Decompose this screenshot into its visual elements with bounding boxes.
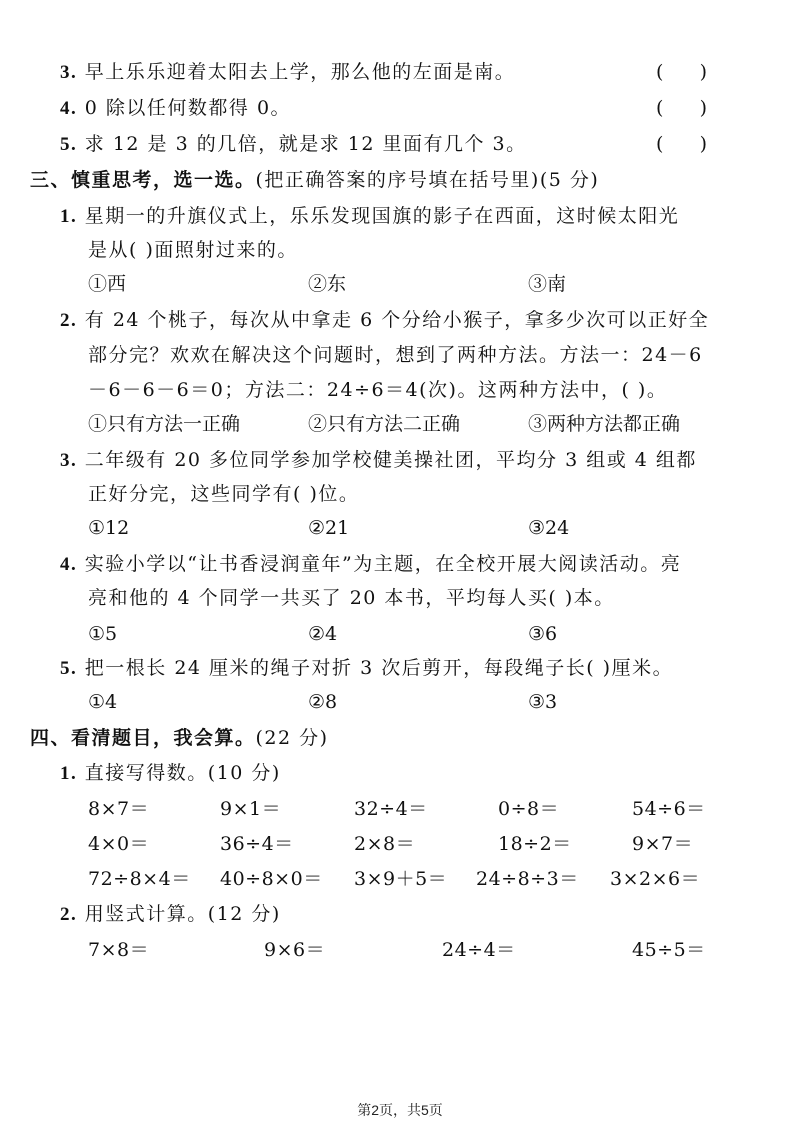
question-text: 用竖式计算。(12 分) — [84, 903, 281, 925]
question-text: 把一根长 24 厘米的绳子对折 3 次后剪开，每段绳子长( )厘米。 — [84, 657, 674, 679]
option-2[interactable]: ②4 — [308, 623, 338, 645]
option-1[interactable]: ①5 — [88, 623, 118, 645]
option-1[interactable]: ①12 — [88, 517, 130, 539]
vertical-calc-item[interactable]: 24÷4＝ — [442, 939, 516, 961]
judge-item-3 — [60, 58, 515, 87]
option-1[interactable]: ①4 — [88, 691, 118, 713]
question-number: 2. — [60, 904, 78, 925]
question-number: 4. — [60, 98, 78, 119]
option-2[interactable]: ②只有方法二正确 — [308, 413, 461, 435]
calc-part-1-heading — [60, 759, 281, 788]
section-title: 四、看清题目，我会算。 — [30, 727, 256, 749]
question-text: 实验小学以“让书香浸润童年”为主题，在全校开展大阅读活动。亮 — [84, 553, 682, 575]
question-number: 1. — [60, 206, 78, 227]
question-text-continued: 正好分完，这些同学有( )位。 — [88, 483, 360, 505]
judge-item-4 — [60, 94, 291, 123]
answer-parentheses[interactable]: ( ) — [656, 97, 708, 119]
question-text: 星期一的升旗仪式上，乐乐发现国旗的影子在西面，这时候太阳光 — [84, 205, 680, 227]
option-3[interactable]: ③3 — [528, 691, 558, 713]
choice-question-1 — [60, 202, 679, 231]
calc-item[interactable]: 18÷2＝ — [498, 833, 572, 855]
question-text: 直接写得数。(10 分) — [84, 762, 281, 784]
answer-parentheses[interactable]: ( ) — [656, 61, 708, 83]
option-3[interactable]: ③两种方法都正确 — [528, 413, 681, 435]
answer-parentheses[interactable]: ( ) — [656, 133, 708, 155]
question-text-continued: 部分完？欢欢在解决这个问题时，想到了两种方法。方法一：24－6 — [88, 344, 703, 366]
question-text: 早上乐乐迎着太阳去上学，那么他的左面是南。 — [84, 61, 516, 83]
question-number: 5. — [60, 134, 78, 155]
calc-item[interactable]: 4×0＝ — [88, 833, 150, 855]
calc-item[interactable]: 3×2×6＝ — [610, 868, 701, 890]
question-text: 二年级有 20 多位同学参加学校健美操社团，平均分 3 组或 4 组都 — [84, 449, 697, 471]
option-1[interactable]: ①西 — [88, 273, 127, 295]
question-text: 有 24 个桃子，每次从中拿走 6 个分给小猴子，拿多少次可以正好全 — [84, 309, 710, 331]
calc-item[interactable]: 32÷4＝ — [354, 798, 428, 820]
option-2[interactable]: ②东 — [308, 273, 347, 295]
choice-question-2 — [60, 306, 709, 335]
option-2[interactable]: ②8 — [308, 691, 338, 713]
question-text-continued: 亮和他的 4 个同学一共买了 20 本书，平均每人买( )本。 — [88, 587, 615, 609]
question-number: 3. — [60, 62, 78, 83]
section-3-heading — [30, 166, 599, 194]
question-number: 3. — [60, 450, 78, 471]
calc-item[interactable]: 54÷6＝ — [632, 798, 706, 820]
section-4-heading — [30, 724, 329, 752]
section-note: (把正确答案的序号填在括号里)(5 分) — [255, 169, 600, 191]
vertical-calc-item[interactable]: 45÷5＝ — [632, 939, 706, 961]
calc-item[interactable]: 9×7＝ — [632, 833, 694, 855]
choice-question-4 — [60, 550, 681, 579]
question-text-continued: －6－6－6＝0；方法二：24÷6＝4(次)。这两种方法中，( )。 — [88, 379, 668, 401]
calc-item[interactable]: 0÷8＝ — [498, 798, 560, 820]
calc-item[interactable]: 2×8＝ — [354, 833, 416, 855]
calc-item[interactable]: 8×7＝ — [88, 798, 150, 820]
question-text-continued: 是从( )面照射过来的。 — [88, 239, 298, 261]
calc-item[interactable]: 72÷8×4＝ — [88, 868, 191, 890]
question-text: 求 12 是 3 的几倍，就是求 12 里面有几个 3。 — [84, 133, 527, 155]
calc-item[interactable]: 24÷8÷3＝ — [476, 868, 579, 890]
question-text: 0 除以任何数都得 0。 — [84, 97, 292, 119]
section-title: 三、慎重思考，选一选。 — [30, 169, 256, 191]
question-number: 5. — [60, 658, 78, 679]
option-3[interactable]: ③6 — [528, 623, 558, 645]
option-1[interactable]: ①只有方法一正确 — [88, 413, 241, 435]
vertical-calc-item[interactable]: 7×8＝ — [88, 939, 150, 961]
judge-item-5 — [60, 130, 527, 159]
vertical-calc-item[interactable]: 9×6＝ — [264, 939, 326, 961]
calc-item[interactable]: 40÷8×0＝ — [220, 868, 323, 890]
question-number: 4. — [60, 554, 78, 575]
calc-item[interactable]: 3×9＋5＝ — [354, 868, 448, 890]
option-3[interactable]: ③南 — [528, 273, 567, 295]
choice-question-3 — [60, 446, 697, 475]
calc-item[interactable]: 9×1＝ — [220, 798, 282, 820]
question-number: 2. — [60, 310, 78, 331]
choice-question-5 — [60, 654, 673, 683]
calc-part-2-heading — [60, 900, 281, 929]
option-3[interactable]: ③24 — [528, 517, 570, 539]
section-score: (22 分) — [255, 727, 329, 749]
page-footer: 第2页，共5页 — [357, 1102, 443, 1118]
calc-item[interactable]: 36÷4＝ — [220, 833, 294, 855]
option-2[interactable]: ②21 — [308, 517, 350, 539]
question-number: 1. — [60, 763, 78, 784]
